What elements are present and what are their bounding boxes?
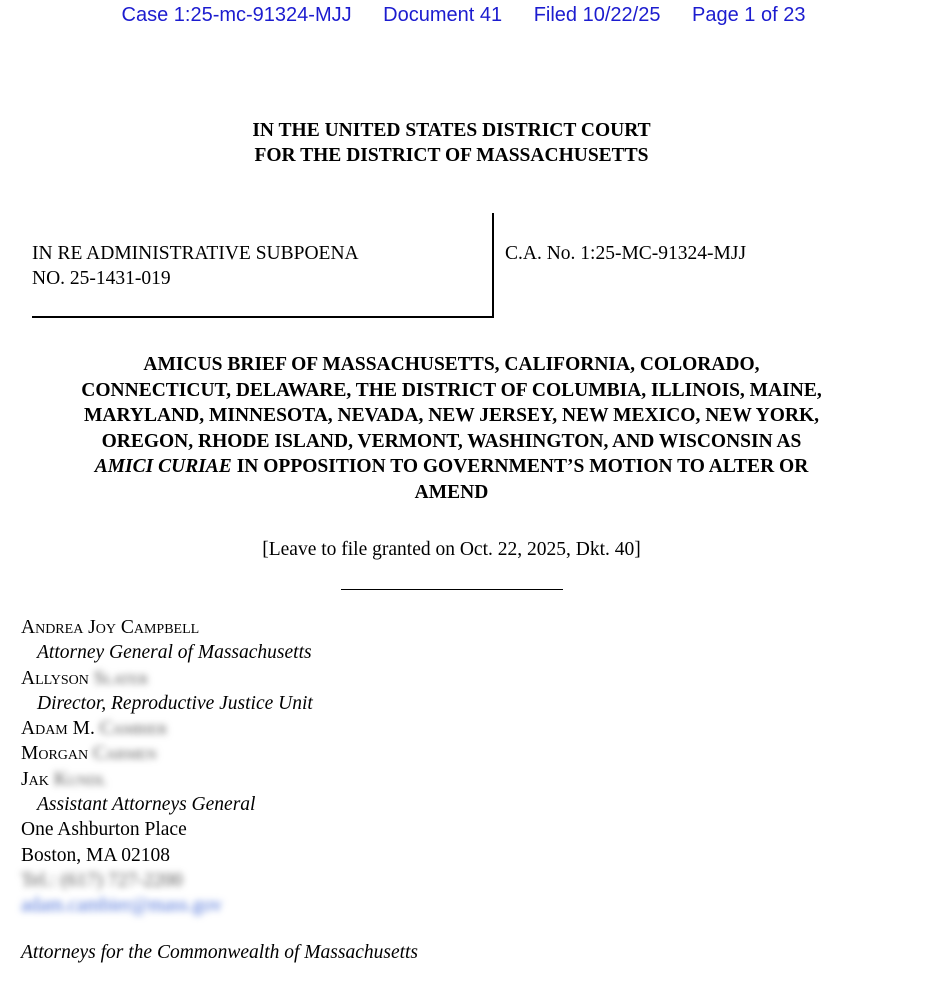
civil-action-number: C.A. No. 1:25-MC-91324-MJJ — [505, 243, 747, 264]
counsel-name-3-redacted: Cambier — [99, 718, 168, 740]
court-title — [0, 118, 903, 168]
case-number-header: Case 1:25-mc-91324-MJJ — [121, 4, 352, 26]
counsel-name-4-visible: Morgan — [21, 743, 89, 765]
caption-matter — [32, 241, 472, 291]
brief-title-line-1: AMICUS BRIEF OF MASSACHUSETTS, CALIFORNIA, COLORADO, — [143, 354, 760, 375]
brief-title — [0, 352, 903, 505]
counsel-name-2-visible: Allyson — [21, 667, 89, 689]
email-line — [21, 893, 313, 918]
filed-date-header: Filed 10/22/25 — [533, 4, 661, 26]
brief-title-line-5-rest: IN OPPOSITION TO GOVERNMENT’S MOTION TO ALTER OR — [231, 456, 809, 477]
caption-vertical-divider — [492, 213, 494, 318]
counsel-title-1: Attorney General of Massachusetts — [37, 642, 312, 664]
caption-bottom-rule — [32, 316, 494, 318]
phone-line — [21, 868, 313, 893]
leave-to-file-note: [Leave to file granted on Oct. 22, 2025, Dkt. 40] — [262, 539, 641, 560]
counsel-name-2-redacted: Slater — [93, 667, 149, 689]
brief-title-line-5 — [0, 454, 903, 480]
attorneys-for-line: Attorneys for the Commonwealth of Massachusetts — [21, 942, 419, 963]
counsel-title-2: Director, Reproductive Justice Unit — [37, 692, 313, 714]
address-line-1: One Ashburton Place — [21, 819, 187, 841]
counsel-title-3: Assistant Attorneys General — [37, 794, 256, 816]
counsel-name-3-visible: Adam M. — [21, 718, 95, 740]
counsel-name-4 — [21, 741, 313, 766]
email-redacted: adam.cambier@mass.gov — [21, 895, 222, 917]
page-count-header: Page 1 of 23 — [692, 4, 806, 26]
phone-redacted: Tel.: (617) 727-2200 — [21, 869, 183, 891]
brief-title-line-6: AMEND — [414, 481, 489, 503]
separator-rule — [341, 589, 563, 590]
court-line-2: FOR THE DISTRICT OF MASSACHUSETTS — [254, 145, 649, 166]
counsel-name-1: Andrea Joy Campbell — [21, 617, 200, 638]
counsel-name-5 — [21, 767, 313, 792]
amici-curiae-italic: AMICI CURIAE — [94, 456, 232, 477]
brief-title-line-2: CONNECTICUT, DELAWARE, THE DISTRICT OF COLUMBIA, ILLINOIS, MAINE, — [81, 379, 822, 401]
ecf-header — [0, 4, 927, 27]
brief-title-line-3: MARYLAND, MINNESOTA, NEVADA, NEW JERSEY, NEW MEXICO, NEW YORK, — [84, 405, 819, 426]
counsel-name-4-redacted: Carmen — [93, 743, 157, 765]
counsel-block — [21, 615, 313, 919]
brief-title-line-4: OREGON, RHODE ISLAND, VERMONT, WASHINGTON, AND WISCONSIN AS — [101, 430, 802, 452]
address-line-2: Boston, MA 02108 — [21, 844, 170, 866]
counsel-name-5-redacted: Kundl — [53, 768, 107, 790]
counsel-name-3 — [21, 716, 313, 741]
caption-matter-line-1: IN RE ADMINISTRATIVE SUBPOENA — [32, 243, 359, 264]
court-line-1: IN THE UNITED STATES DISTRICT COURT — [252, 120, 651, 141]
caption-matter-line-2: NO. 25-1431-019 — [32, 268, 171, 289]
counsel-name-2 — [21, 666, 313, 691]
document-number-header: Document 41 — [383, 4, 503, 26]
counsel-name-5-visible: Jak — [21, 768, 49, 790]
